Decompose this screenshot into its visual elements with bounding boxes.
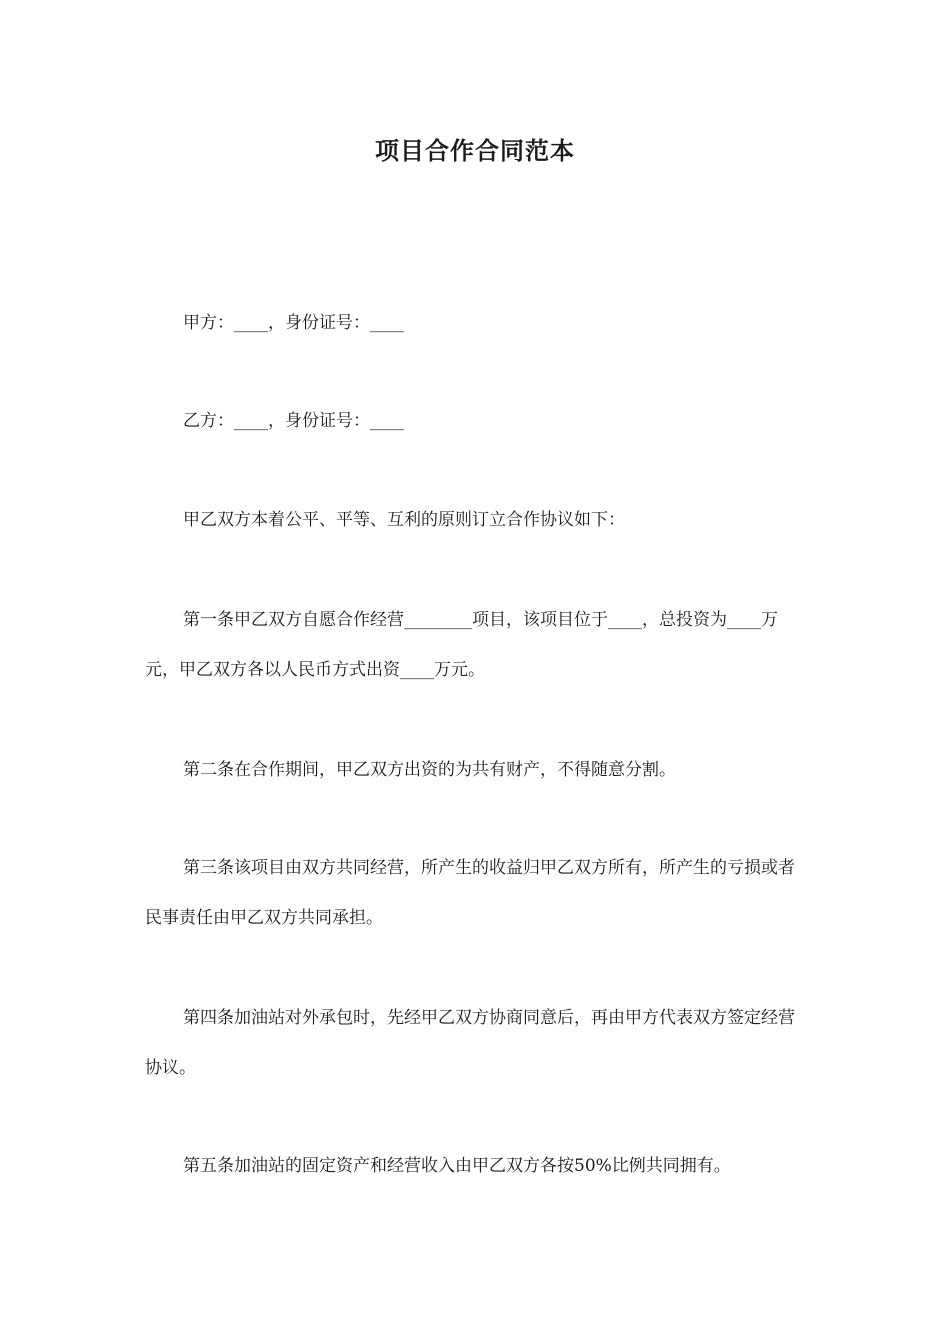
article-5-paragraph: 第五条加油站的固定资产和经营收入由甲乙双方各按50%比例共同拥有。: [183, 1156, 731, 1176]
document-title: 项目合作合同范本: [375, 137, 575, 165]
party-a-line: 甲方：____，身份证号：____: [183, 313, 404, 333]
article-1-paragraph: 第一条甲乙双方自愿合作经营________项目，该项目位于____，总投资为____万元，甲乙双方各以人民币方式出资____万元。: [145, 610, 778, 680]
preamble-paragraph: 甲乙双方本着公平、平等、互利的原则订立合作协议如下：: [183, 510, 625, 530]
article-4-paragraph: 第四条加油站对外承包时，先经甲乙双方协商同意后，再由甲方代表双方签定经营协议。: [145, 1008, 795, 1078]
party-b-line: 乙方：____，身份证号：____: [183, 411, 404, 431]
article-3-paragraph: 第三条该项目由双方共同经营，所产生的收益归甲乙双方所有，所产生的亏损或者民事责任由甲乙双方共同承担。: [145, 858, 795, 928]
article-2-paragraph: 第二条在合作期间，甲乙双方出资的为共有财产，不得随意分割。: [183, 760, 676, 780]
